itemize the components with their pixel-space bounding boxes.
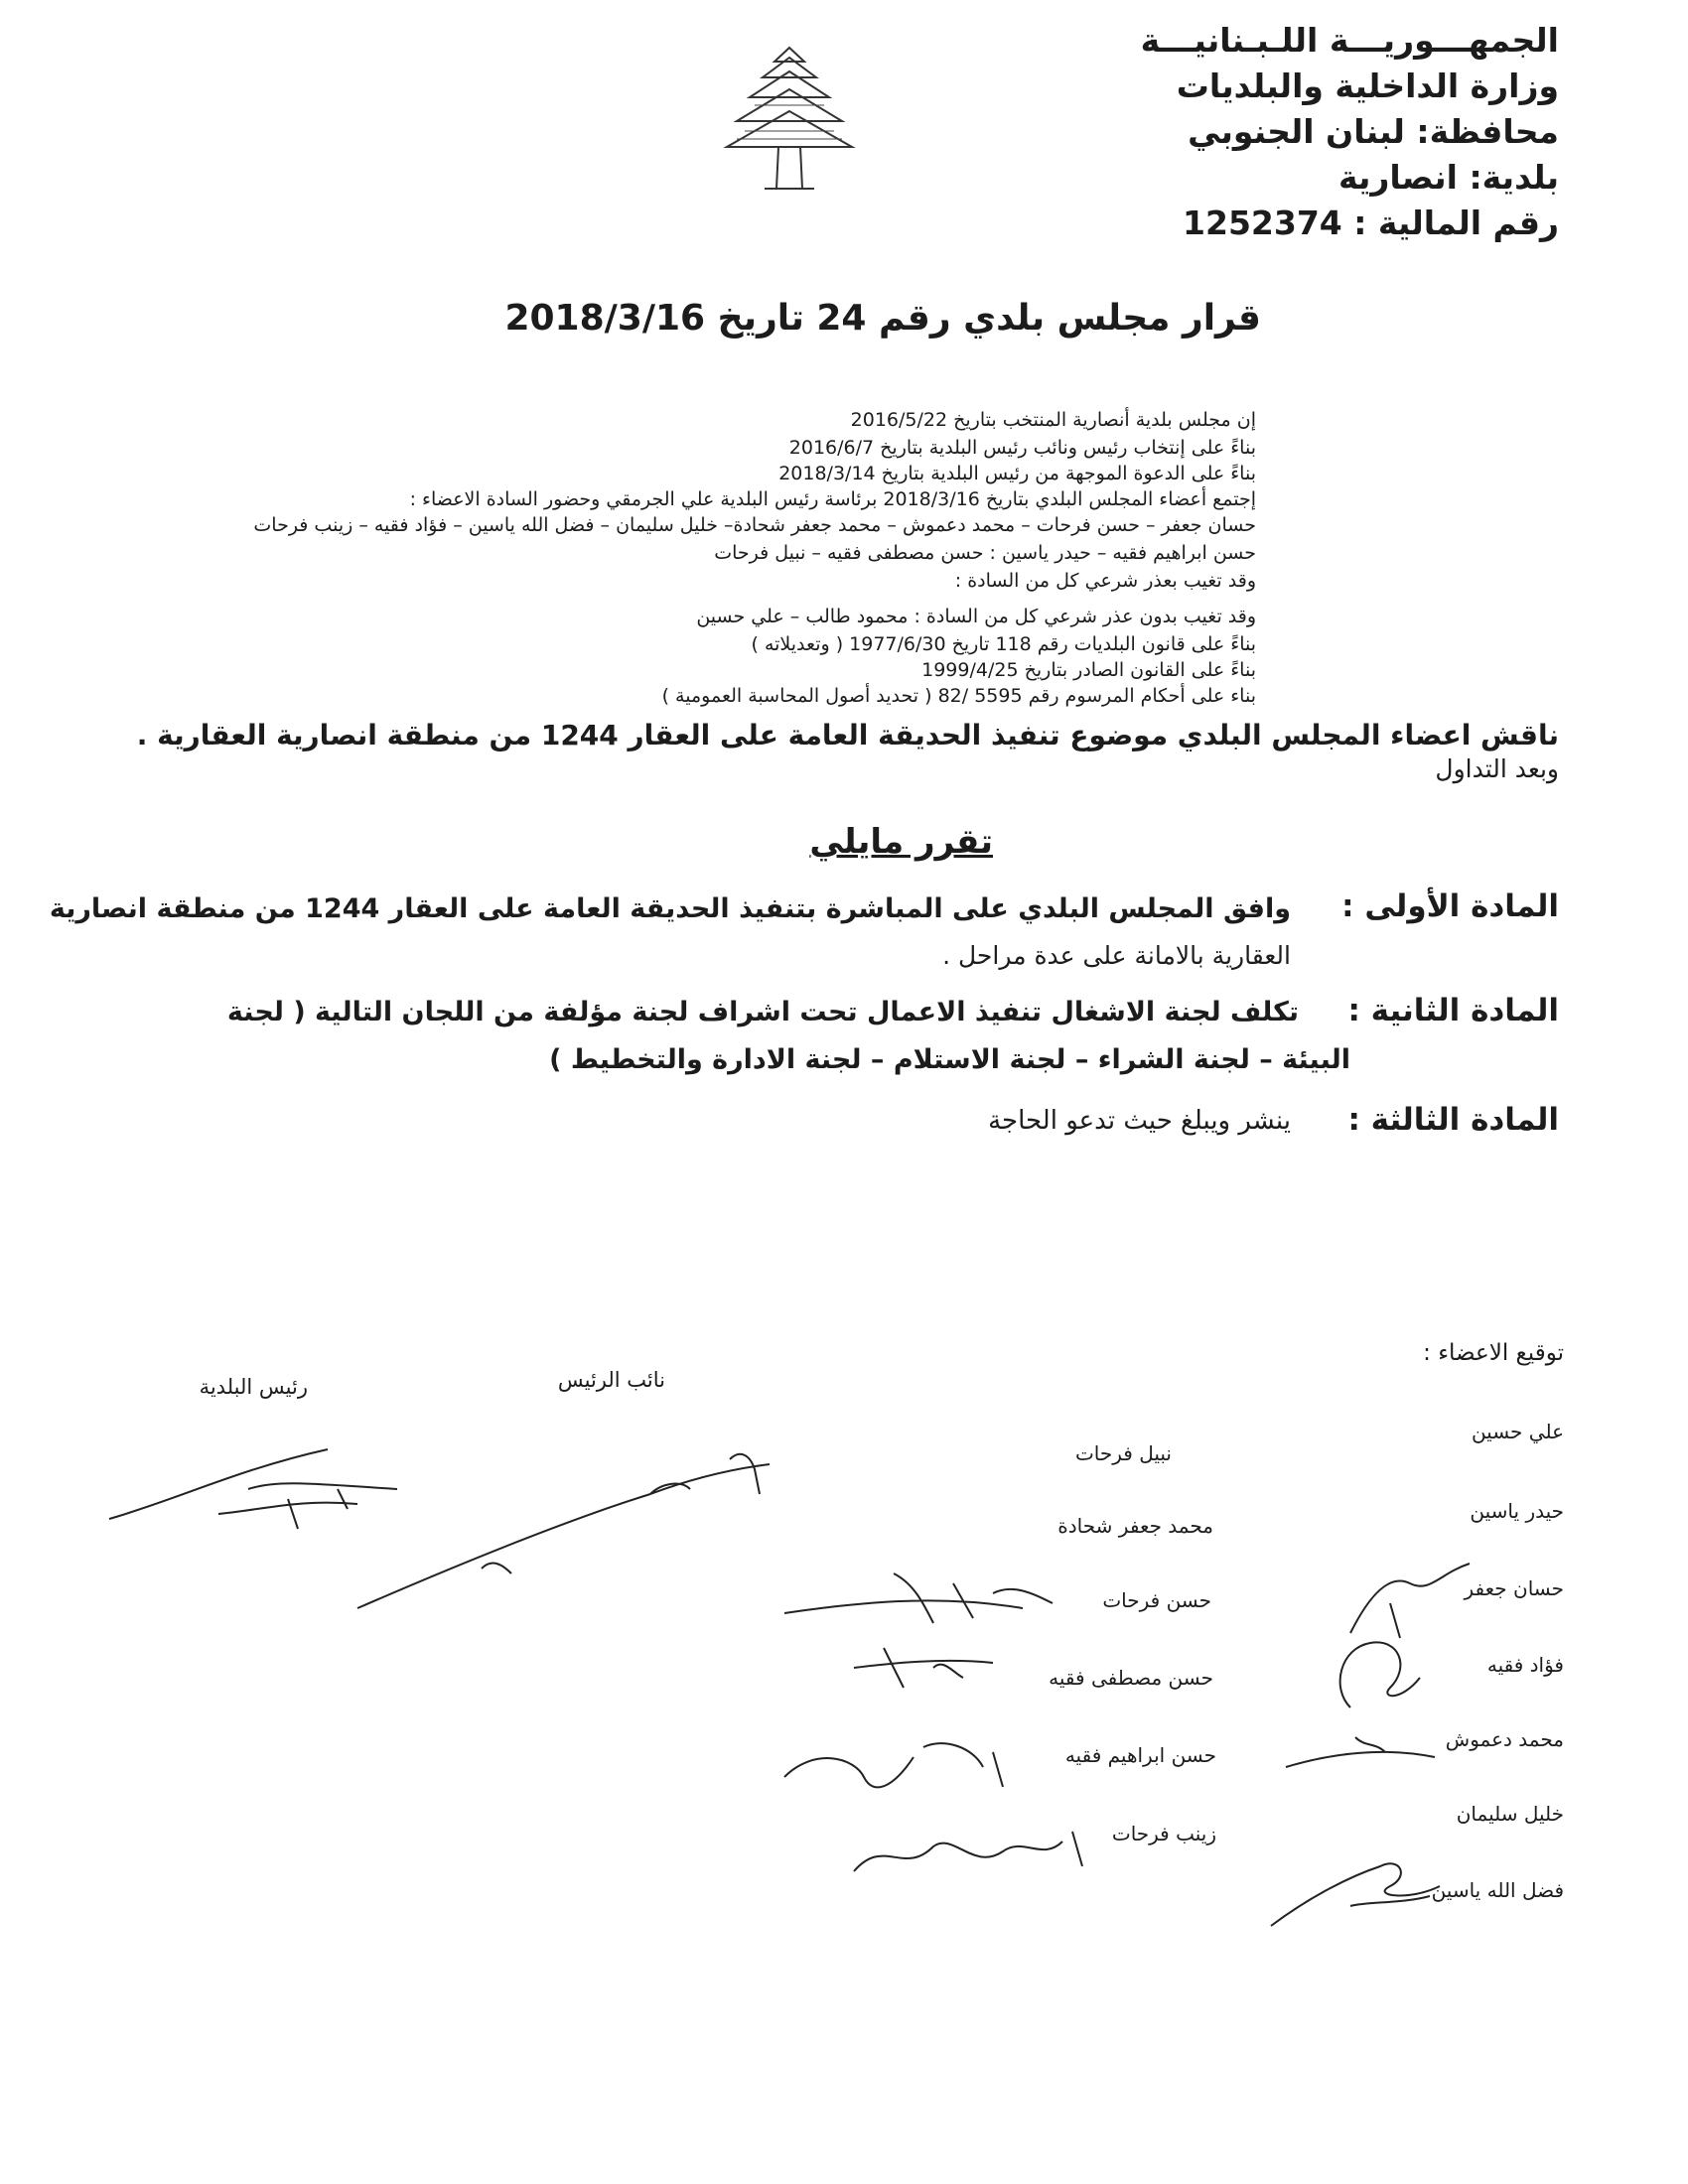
- signature-zeinab-farhat: [844, 1817, 1092, 1896]
- article-two-text: تكلف لجنة الاشغال تنفيذ الاعمال تحت اشراف لجنة مؤلفة من اللجان التالية ( لجنة: [226, 997, 1299, 1027]
- preamble-line: إجتمع أعضاء المجلس البلدي بتاريخ 2018/3/16 برئاسة رئيس البلدية علي الجرمقي وحضور السادة الاعضاء :: [409, 488, 1256, 510]
- mayor-label: رئيس البلدية: [199, 1375, 308, 1399]
- member-name: حسن ابراهيم فقيه: [1064, 1743, 1216, 1767]
- cedar-emblem-icon: [715, 40, 864, 199]
- article-two-continuation: البيئة – لجنة الشراء – لجنة الاستلام – لجنة الادارة والتخطيط ): [549, 1044, 1350, 1075]
- deliberation-line: وبعد التداول: [1435, 754, 1559, 783]
- signature-hassan-mustafa-faqih: [844, 1638, 1013, 1707]
- member-name: نبيل فرحات: [1074, 1441, 1172, 1465]
- preamble-line: حسان جعفر – حسن فرحات – محمد دعموش – محمد جعفر شحادة– خليل سليمان – فضل الله ياسين – فؤاد فقيه – زينب فرحات: [253, 514, 1256, 536]
- finance-number-line: رقم المالية : 1252374: [1183, 204, 1559, 242]
- signature-hassan-ibrahim-faqih: [774, 1727, 1033, 1817]
- member-name: زينب فرحات: [1111, 1822, 1216, 1845]
- preamble-line: بناء على أحكام المرسوم رقم 5595 /82 ( تحديد أصول المحاسبة العمومية ): [661, 685, 1256, 707]
- signature-fouad-faqih: [1321, 1628, 1450, 1717]
- preamble-line: بناءً على القانون الصادر بتاريخ 1999/4/25: [921, 659, 1256, 681]
- members-signature-label: توقيع الاعضاء :: [1423, 1340, 1564, 1366]
- article-three-text: ينشر ويبلغ حيث تدعو الحاجة: [988, 1106, 1291, 1136]
- article-one-text: وافق المجلس البلدي على المباشرة بتنفيذ الحديقة العامة على العقار 1244 من منطقة انصارية: [49, 893, 1291, 924]
- preamble-line: وقد تغيب بدون عذر شرعي كل من السادة : محمود طالب – علي حسين: [696, 606, 1256, 627]
- preamble-line: بناءً على إنتخاب رئيس ونائب رئيس البلدية بتاريخ 2016/6/7: [788, 437, 1256, 459]
- article-one-continuation: العقارية بالامانة على عدة مراحل .: [942, 941, 1291, 970]
- decision-heading: تقرر مايلي: [809, 822, 993, 862]
- member-name: محمد دعموش: [1445, 1727, 1564, 1751]
- deputy-mayor-label: نائب الرئيس: [557, 1368, 665, 1392]
- signature-hassan-farhat: [774, 1564, 1102, 1643]
- member-name: محمد جعفر شحادة: [1057, 1514, 1213, 1538]
- discussion-line: ناقش اعضاء المجلس البلدي موضوع تنفيذ الحديقة العامة على العقار 1244 من منطقة انصارية العقارية .: [136, 719, 1559, 751]
- member-name: خليل سليمان: [1456, 1802, 1564, 1826]
- republic-line: الجمهـــوريـــة اللـبـنانيـــة: [1140, 21, 1559, 60]
- member-name: حسن فرحات: [1102, 1588, 1211, 1612]
- article-one-label: المادة الأولى :: [1341, 888, 1559, 924]
- article-three-label: المادة الثالثة :: [1347, 1102, 1559, 1138]
- deputy-mayor-signature: [352, 1439, 809, 1618]
- member-name: فضل الله ياسين: [1431, 1878, 1564, 1902]
- member-name: حسان جعفر: [1464, 1576, 1564, 1600]
- preamble-line: وقد تغيب بعذر شرعي كل من السادة :: [954, 570, 1256, 592]
- member-name: فؤاد فقيه: [1486, 1653, 1564, 1677]
- preamble-line: إن مجلس بلدية أنصارية المنتخب بتاريخ 2016/5/22: [850, 409, 1256, 431]
- preamble-line: بناءً على الدعوة الموجهة من رئيس البلدية بتاريخ 2018/3/14: [778, 463, 1256, 484]
- member-name: حسن مصطفى فقيه: [1049, 1666, 1213, 1690]
- decision-title: قرار مجلس بلدي رقم 24 تاريخ 2018/3/16: [504, 298, 1261, 339]
- signature-mohammad-daamoush: [1276, 1727, 1445, 1787]
- ministry-line: وزارة الداخلية والبلديات: [1176, 67, 1559, 105]
- article-two-label: المادة الثانية :: [1347, 993, 1559, 1028]
- member-name: حيدر ياسين: [1470, 1499, 1564, 1523]
- signature-fadlallah-yassin: [1261, 1846, 1460, 1936]
- governorate-line: محافظة: لبنان الجنوبي: [1188, 112, 1559, 151]
- municipality-line: بلدية: انصارية: [1337, 158, 1559, 197]
- preamble-line: بناءً على قانون البلديات رقم 118 تاريخ 1977/6/30 ( وتعديلاته ): [751, 633, 1256, 655]
- member-name: علي حسين: [1471, 1420, 1564, 1443]
- preamble-line: حسن ابراهيم فقيه – حيدر ياسين : حسن مصطفى فقيه – نبيل فرحات: [714, 542, 1256, 564]
